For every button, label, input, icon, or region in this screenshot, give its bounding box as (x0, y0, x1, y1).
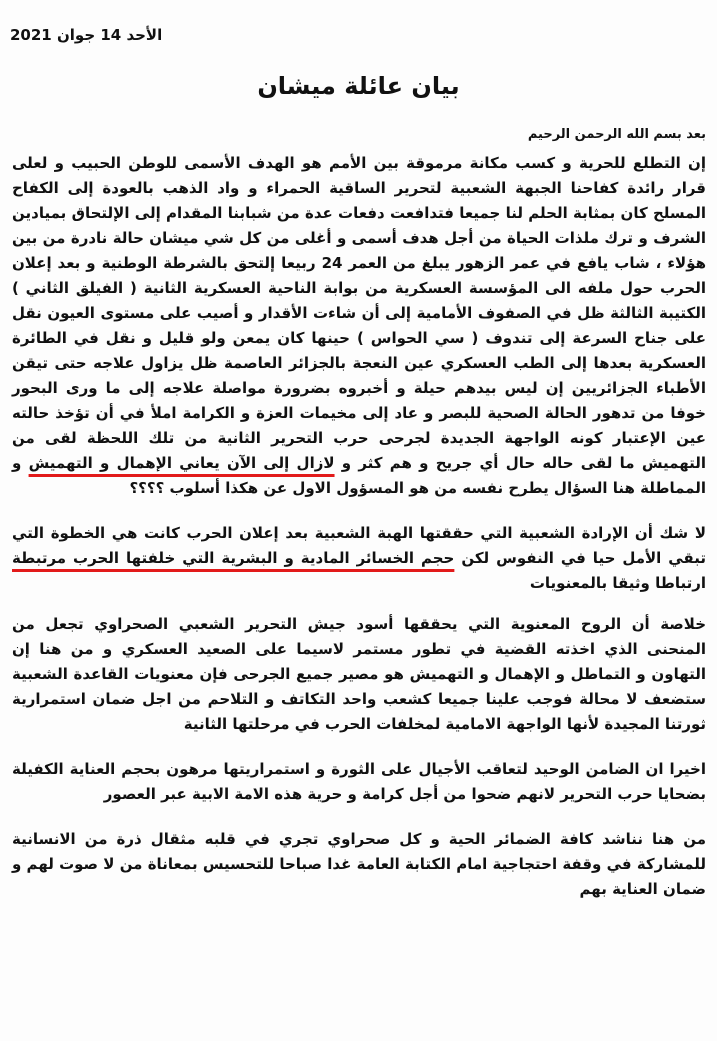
paragraph-1-end: و المماطلة هنا السؤال يطرح نفسه من هو المسؤول الاول عن هكذا أسلوب ؟؟؟؟ (12, 454, 706, 497)
paragraph-5: من هنا نناشد كافة الضمائر الحية و كل صحراوي تجري في قلبه مثقال ذرة من الانسانية للمشاركة في وقفة احتجاجية امام الكتابة العامة غدا صباحا للتحسيس بمعاناة من لا صوت لهم و ضمان العناية بهم (12, 830, 706, 898)
document-date: الأحد 14 جوان 2021 (10, 26, 163, 44)
paragraph-1-text: إن التطلع للحرية و كسب مكانة مرموقة بين الأمم هو الهدف الأسمى للوطن الحبيب و لعلى قرار رائدة كفاحنا الجبهة الشعبية لتحرير الساقية الحمراء و واد الذهب بالعودة إلى الكفاح المسلح كان بمثابة الحلم لنا جميعا فتدافعت دفعات عدة من شبابنا المقدام إلى الإلتحاق بميادين الشرف و ترك ملذات الحياة من أجل هدف أسمى و أغلى من كل شي ميشان حالة نادرة من بين هؤلاء ، شاب يافع في عمر الزهور يبلغ من العمر 24 ربيعا إلتحق بالشرطة الوطنية و بعد إعلان الحرب حول ملفه الى المؤسسة العسكرية من بوابة الناحية العسكرية الثانية ( الفيلق الثاني ) الكتيبة الثالثة ظل في الصفوف الأمامية إلى أن شاءت الأقدار و أصيب على مستوى العيون نقل على جناح السرعة إلى تندوف ( سي الحواس ) حينها كان يمعن ولو قليل و نقل في الطائرة العسكرية بعدها إلى الطب العسكري عين النعجة بالجزائر العاصمة ظل يزاول علاجه حتى تيقن الأطباء الجزائريين إن ليس بيدهم حيلة و أخبروه بضرورة مواصلة علاجه إلى ما ورى البحور خوفا من تدهور الحالة الصحية للبصر و عاد إلى مخيمات العزة و الكرامة املأ في أن تؤخذ حالته عين الإعتبار كونه الواجهة الجديدة لجرحى حرب التحرير الثانية من تلك اللحظة لقى من التهميش ما لقى حاله حال أي جريح و هم كثر و (12, 154, 707, 472)
paragraph-2-text: لا شك أن الإرادة الشعبية التي حققتها الهبة الشعبية بعد إعلان الحرب كانت هي الخطوة التي تبقي الأمل حيا في النفوس لكن (12, 524, 706, 567)
paragraph-4: اخيرا ان الضامن الوحيد لتعاقب الأجيال على الثورة و استمراريتها مرهون بحجم العناية الكفيلة بضحايا حرب التحرير لانهم ضحوا من أجل كرامة و حرية هذه الامة الابية عبر العصور (12, 760, 706, 803)
paragraph-1 (12, 151, 706, 501)
basmala-line: بعد بسم الله الرحمن الرحيم (527, 127, 706, 142)
paragraph-1-underlined: لازال إلى الآن يعاني الإهمال و التهميش (28, 454, 335, 472)
paragraph-2-end: ارتباطا وثيقا بالمعنويات (529, 574, 706, 592)
paragraph-3: خلاصة أن الروح المعنوية التي يحققها أسود جيش التحرير الشعبي الصحراوي تجعل من المنحنى الذي اخذته القضية في تطور مستمر لاسيما على الصعيد العسكري و من هنا إن التهاون و التماطل و الإهمال و التهميش هو مصير جميع الجرحى فإن معنويات القاعدة الشعبية ستضعف لا محالة فوجب علينا جميعا كشعب واحد التكاتف و التلاحم من اجل ضمان استمرارية ثورتنا المجيدة لأنها الواجهة الامامية لمخلفات الحرب في مرحلتها الثانية (12, 615, 706, 733)
document-title: بيان عائلة ميشان (257, 72, 460, 100)
document-body (12, 122, 706, 922)
paragraph-2-underlined: حجم الخسائر المادية و البشرية التي خلفتها الحرب مرتبطة (12, 549, 455, 567)
paragraph-2 (12, 521, 706, 596)
